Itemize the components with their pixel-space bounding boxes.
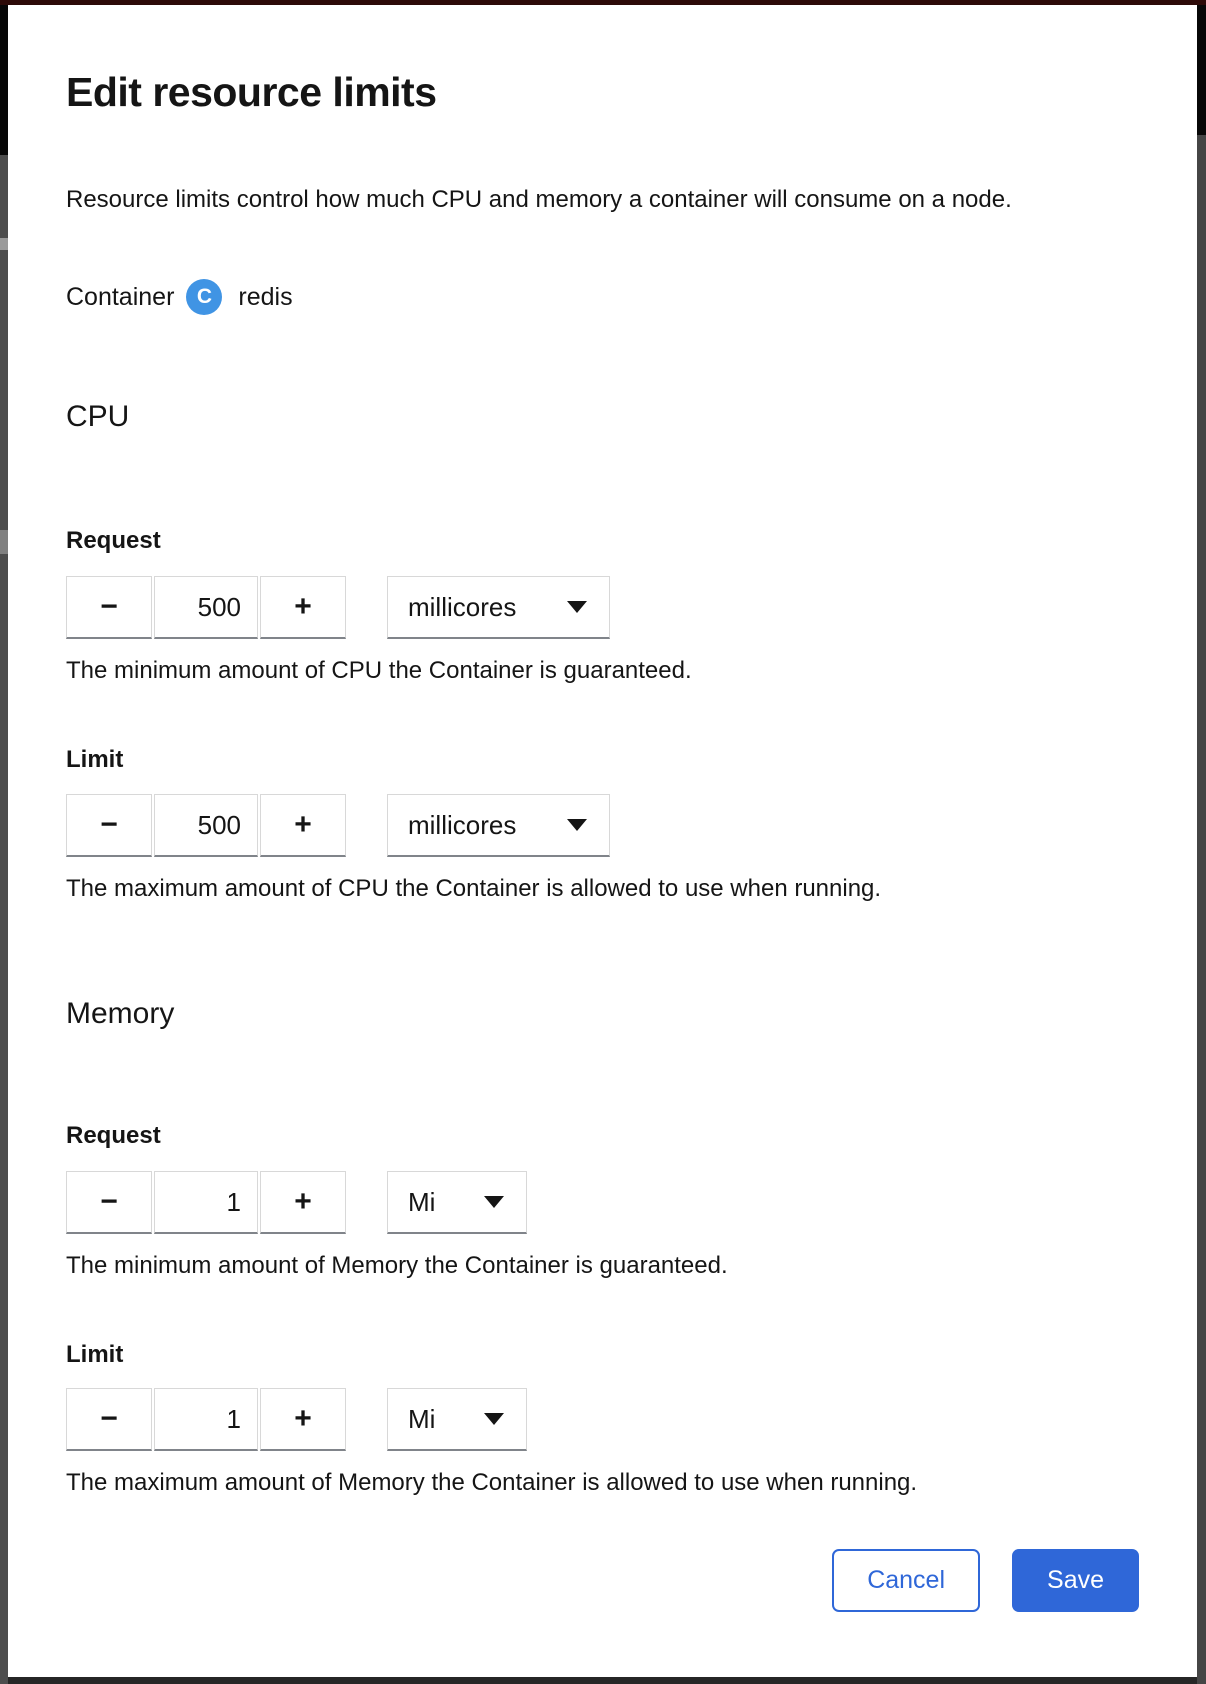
backdrop-right-dark-segment	[1197, 5, 1206, 135]
plus-icon: +	[294, 808, 312, 841]
cpu-limit-stepper	[66, 794, 346, 857]
memory-limit-controls	[66, 1388, 1139, 1451]
backdrop-bottom-edge	[8, 1677, 1197, 1684]
memory-limit-label: Limit	[66, 1341, 124, 1368]
cpu-request-unit-value: millicores	[408, 591, 517, 622]
cpu-limit-helper-text: The maximum amount of CPU the Container is allowed to use when running.	[66, 875, 882, 902]
plus-icon: +	[294, 590, 312, 623]
section-heading-memory: Memory	[66, 997, 175, 1030]
cpu-request-helper-text: The minimum amount of CPU the Container is guaranteed.	[66, 657, 692, 684]
minus-icon: −	[100, 590, 118, 623]
memory-request-label: Request	[66, 1122, 161, 1149]
cpu-limit-label: Limit	[66, 746, 124, 773]
minus-icon: −	[100, 808, 118, 841]
memory-request-decrement-button[interactable]	[66, 1171, 152, 1234]
caret-down-icon	[484, 1413, 504, 1425]
container-row	[66, 279, 1139, 315]
backdrop-left-dark-segment	[0, 5, 8, 155]
minus-icon: −	[100, 1402, 118, 1435]
edit-resource-limits-modal	[8, 5, 1197, 1677]
caret-down-icon	[567, 601, 587, 613]
memory-request-unit-select[interactable]	[387, 1171, 527, 1234]
modal-footer	[66, 1549, 1139, 1612]
container-name: redis	[238, 282, 293, 311]
memory-request-stepper	[66, 1171, 346, 1234]
cpu-limit-unit-value: millicores	[408, 809, 517, 840]
cpu-limit-decrement-button[interactable]	[66, 794, 152, 857]
cpu-request-stepper	[66, 576, 346, 639]
cpu-limit-increment-button[interactable]	[260, 794, 346, 857]
memory-limit-unit-select[interactable]	[387, 1388, 527, 1451]
modal-description: Resource limits control how much CPU and memory a container will consume on a node.	[66, 186, 1012, 213]
container-label: Container	[66, 282, 175, 311]
cpu-limit-unit-select[interactable]	[387, 794, 610, 857]
modal-title: Edit resource limits	[66, 69, 437, 115]
memory-limit-decrement-button[interactable]	[66, 1388, 152, 1451]
memory-request-value-input[interactable]	[154, 1171, 258, 1234]
memory-request-increment-button[interactable]	[260, 1171, 346, 1234]
cpu-request-value-input[interactable]	[154, 576, 258, 639]
plus-icon: +	[294, 1402, 312, 1435]
memory-request-helper-text: The minimum amount of Memory the Container is guaranteed.	[66, 1252, 728, 1279]
cpu-request-increment-button[interactable]	[260, 576, 346, 639]
save-button[interactable]: Save	[1012, 1549, 1139, 1612]
cpu-request-label: Request	[66, 527, 161, 554]
plus-icon: +	[294, 1185, 312, 1218]
cpu-limit-controls	[66, 794, 1139, 857]
cpu-request-unit-select[interactable]	[387, 576, 610, 639]
memory-request-controls	[66, 1171, 1139, 1234]
container-resource-badge-icon: C	[186, 279, 222, 315]
memory-limit-helper-text: The maximum amount of Memory the Container is allowed to use when running.	[66, 1469, 918, 1496]
caret-down-icon	[484, 1196, 504, 1208]
memory-limit-value-input[interactable]	[154, 1388, 258, 1451]
cpu-request-decrement-button[interactable]	[66, 576, 152, 639]
cpu-request-controls	[66, 576, 1139, 639]
memory-request-unit-value: Mi	[408, 1186, 436, 1217]
minus-icon: −	[100, 1185, 118, 1218]
backdrop-left-edge	[0, 5, 8, 1684]
memory-limit-increment-button[interactable]	[260, 1388, 346, 1451]
backdrop-right-edge	[1197, 5, 1206, 1684]
section-heading-cpu: CPU	[66, 400, 130, 433]
cancel-button[interactable]: Cancel	[832, 1549, 980, 1612]
cpu-limit-value-input[interactable]	[154, 794, 258, 857]
backdrop-left-light-segment	[0, 238, 8, 250]
backdrop-left-light-segment	[0, 530, 8, 554]
memory-limit-stepper	[66, 1388, 346, 1451]
caret-down-icon	[567, 819, 587, 831]
memory-limit-unit-value: Mi	[408, 1403, 436, 1434]
